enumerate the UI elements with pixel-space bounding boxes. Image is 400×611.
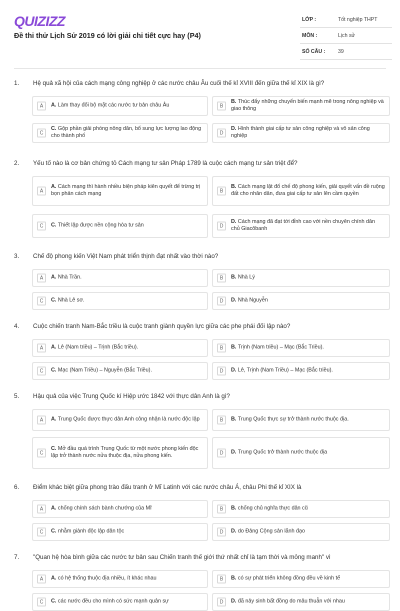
option-c[interactable] [32, 362, 208, 380]
option-letter: C [37, 129, 46, 138]
option-letter: D [217, 297, 226, 306]
option-b[interactable] [212, 269, 390, 287]
option-label: D. [231, 219, 237, 225]
option-label: D. [231, 449, 237, 456]
option-letter: B [217, 102, 226, 111]
option-c[interactable] [32, 437, 208, 469]
option-text: Lê (Nam triều) – Trịnh (Bắc triều). [57, 344, 139, 351]
option-letter: B [217, 344, 226, 353]
question-text: Chế độ phong kiến Việt Nam phát triển thịnh đạt nhất vào thời nào? [33, 253, 219, 260]
option-text: Mạc (Nam Triều) – Nguyễn (Bắc Triều). [57, 367, 152, 374]
option-text: Lê, Trịnh (Nam Triều) – Mạc (Bắc triều). [237, 367, 333, 374]
option-label: D. [231, 598, 237, 605]
option-text: Trung Quốc thực sự trở thành nước thuộc địa. [237, 416, 349, 423]
option-letter: D [217, 598, 226, 607]
option-text: Nhà Nguyễn [237, 297, 268, 304]
option-label: B. [231, 274, 237, 281]
option-label: A. [51, 505, 57, 512]
question-text: "Quan hệ hòa bình giữa các nước tư bản sau Chiến tranh thế giới thứ nhất chỉ là tạm thời và mỏng manh" vì [33, 554, 331, 561]
question-number: 7. [14, 554, 20, 561]
option-text: Thúc đẩy những chuyển biến mạnh mẽ trong nông nghiệp và giao thông [231, 99, 384, 112]
option-label: C. [51, 367, 57, 374]
option-text: Nhà Lê sơ. [57, 297, 85, 304]
option-letter: B [217, 505, 226, 514]
option-label: C. [51, 598, 57, 605]
option-letter: D [217, 222, 226, 231]
option-c[interactable] [32, 123, 208, 143]
question-text: Hậu quả của việc Trung Quốc kí Hiệp ước 1842 với thực dân Anh là gì? [33, 393, 230, 400]
option-c[interactable] [32, 292, 208, 310]
question-number: 2. [14, 160, 20, 167]
meta-value: Lịch sử [338, 33, 356, 39]
meta-row-count [300, 44, 392, 60]
document-header [0, 0, 400, 66]
option-letter: C [37, 449, 46, 458]
option-a[interactable] [32, 96, 208, 116]
option-label: A. [51, 274, 57, 281]
option-a[interactable] [32, 570, 208, 588]
option-label: C. [51, 528, 57, 535]
option-label: D. [231, 297, 237, 304]
option-c[interactable] [32, 593, 208, 611]
question-text: Yếu tố nào là cơ bản chứng tỏ Cách mạng tư sản Pháp 1789 là cuộc cách mạng tư sản triệt để? [33, 160, 298, 167]
option-label: D. [231, 126, 237, 132]
option-label: A. [51, 575, 57, 582]
option-d[interactable] [212, 123, 390, 143]
option-label: D. [231, 367, 237, 374]
question-number: 6. [14, 484, 20, 491]
option-letter: A [37, 505, 46, 514]
option-letter: D [217, 449, 226, 458]
meta-key: MÔN : [302, 33, 318, 39]
option-text: Trung Quốc được thực dân Anh công nhận là nước độc lập [57, 416, 200, 423]
option-text: Thiết lập được nền cộng hòa tư sản [57, 222, 144, 229]
option-letter: A [37, 187, 46, 196]
option-text: do Đảng Cộng sản lãnh đạo [237, 528, 306, 535]
option-text: các nước đều cho mình có sức mạnh quân sự [57, 598, 169, 605]
option-a[interactable] [32, 176, 208, 206]
option-letter: C [37, 598, 46, 607]
question-number: 1. [14, 80, 20, 87]
question-text: Điểm khác biệt giữa phong trào đấu tranh ở Mĩ Latinh với các nước châu Á, châu Phi thế kỉ XIX là [33, 484, 302, 491]
option-d[interactable] [212, 292, 390, 310]
option-text: Nhà Lý [237, 274, 255, 281]
option-letter: A [37, 344, 46, 353]
option-text: Mở đầu quá trình Trung Quốc từ một nước phong kiến độc lập trở thành nước nửa thuộc địa, nửa phong kiến. [51, 446, 199, 459]
option-letter: C [37, 528, 46, 537]
option-label: C. [51, 222, 57, 229]
option-letter: C [37, 297, 46, 306]
option-letter: B [217, 575, 226, 584]
option-text: Gộp phần giải phóng nông dân, bổ sung lực lượng lao động cho thành phố [51, 126, 202, 139]
option-letter: B [217, 416, 226, 425]
option-text: có sự phát triển không đồng đều về kinh tế [237, 575, 341, 582]
option-letter: C [37, 222, 46, 231]
option-label: A. [51, 344, 57, 351]
option-letter: B [217, 274, 226, 283]
meta-row-subject [300, 28, 392, 44]
option-text: chống chính sách bành chướng của Mĩ [57, 505, 152, 512]
option-text: Trung Quốc trở thành nước thuộc địa [237, 449, 328, 456]
exam-title: Đề thi thử Lịch Sử 2019 có lời giải chi tiết cực hay (P4) [14, 31, 201, 40]
option-text: Làm thay đổi bộ mặt các nước tư bản châu Âu [57, 102, 170, 109]
option-letter: A [37, 416, 46, 425]
option-d[interactable] [212, 437, 390, 469]
meta-key: SỐ CÂU : [302, 49, 326, 55]
option-letter: B [217, 187, 226, 196]
option-text: đã nảy sinh bất đồng do mâu thuẫn với nhau [237, 598, 345, 605]
meta-row-class [300, 12, 392, 28]
option-label: B. [231, 575, 237, 582]
option-letter: A [37, 102, 46, 111]
quizizz-logo: QUIZIZZ [14, 13, 65, 29]
option-text: Cách mạng lật đổ chế độ phong kiến, giải quyết vấn đề ruộng đất cho nhân dân, đưa giai cấp tư sản lên cầm quyền [231, 184, 385, 197]
option-a[interactable] [32, 339, 208, 357]
option-letter: A [37, 274, 46, 283]
option-label: B. [231, 184, 237, 190]
option-label: C. [51, 297, 57, 304]
option-letter: A [37, 575, 46, 584]
option-label: B. [231, 99, 237, 105]
meta-value: Tốt nghiệp THPT [338, 17, 378, 23]
option-d[interactable] [212, 593, 390, 611]
option-b[interactable] [212, 339, 390, 357]
question-text: Cuộc chiến tranh Nam-Bắc triều là cuộc tranh giành quyền lực giữa các phe phái đối lập nào? [33, 323, 291, 330]
option-label: D. [231, 528, 237, 535]
option-label: B. [231, 505, 237, 512]
option-text: có hệ thống thuộc địa nhiều, ít khác nhau [57, 575, 157, 582]
option-text: chống chủ nghĩa thực dân cũ [237, 505, 308, 512]
option-label: B. [231, 344, 237, 351]
option-letter: D [217, 528, 226, 537]
option-label: C. [51, 446, 57, 452]
option-text: Nhà Trần. [57, 274, 82, 281]
header-divider [14, 68, 386, 69]
option-d[interactable] [212, 523, 390, 541]
option-letter: D [217, 129, 226, 138]
option-label: A. [51, 416, 57, 423]
option-b[interactable] [212, 500, 390, 518]
option-label: A. [51, 184, 57, 190]
option-letter: C [37, 367, 46, 376]
meta-table [300, 12, 392, 60]
question-number: 4. [14, 323, 20, 330]
option-b[interactable] [212, 409, 390, 431]
option-b[interactable] [212, 176, 390, 206]
option-b[interactable] [212, 570, 390, 588]
option-d[interactable] [212, 214, 390, 238]
meta-key: LỚP : [302, 17, 317, 23]
option-label: C. [51, 126, 57, 132]
option-a[interactable] [32, 500, 208, 518]
option-a[interactable] [32, 269, 208, 287]
option-d[interactable] [212, 362, 390, 380]
question-text: Hệ quả xã hội của cách mạng công nghiệp ở các nước châu Âu cuối thế kỉ XVIII đến giữa thế kỉ XIX là gì? [33, 80, 325, 87]
option-text: Cách mạng thì hành nhiều biện pháp kiên quyết để trừng trị bọn phản cách mạng [51, 184, 201, 197]
question-number: 3. [14, 253, 20, 260]
option-text: Hình thành giai cấp tư sản công nghiệp và vô sản công nghiệp [231, 126, 370, 139]
option-text: nhằm giành độc lập dân tộc [57, 528, 125, 535]
option-text: Trịnh (Nam triều) – Mạc (Bắc Triều). [237, 344, 324, 351]
option-text: Cách mạng đã đạt tới đỉnh cao với nền chuyên chính dân chủ Giacôbanh [231, 219, 376, 232]
option-a[interactable] [32, 409, 208, 431]
question-number: 5. [14, 393, 20, 400]
option-label: A. [51, 102, 57, 109]
option-letter: D [217, 367, 226, 376]
meta-value: 39 [338, 49, 344, 55]
option-c[interactable] [32, 523, 208, 541]
option-label: B. [231, 416, 237, 423]
option-c[interactable] [32, 214, 208, 238]
option-b[interactable] [212, 96, 390, 116]
